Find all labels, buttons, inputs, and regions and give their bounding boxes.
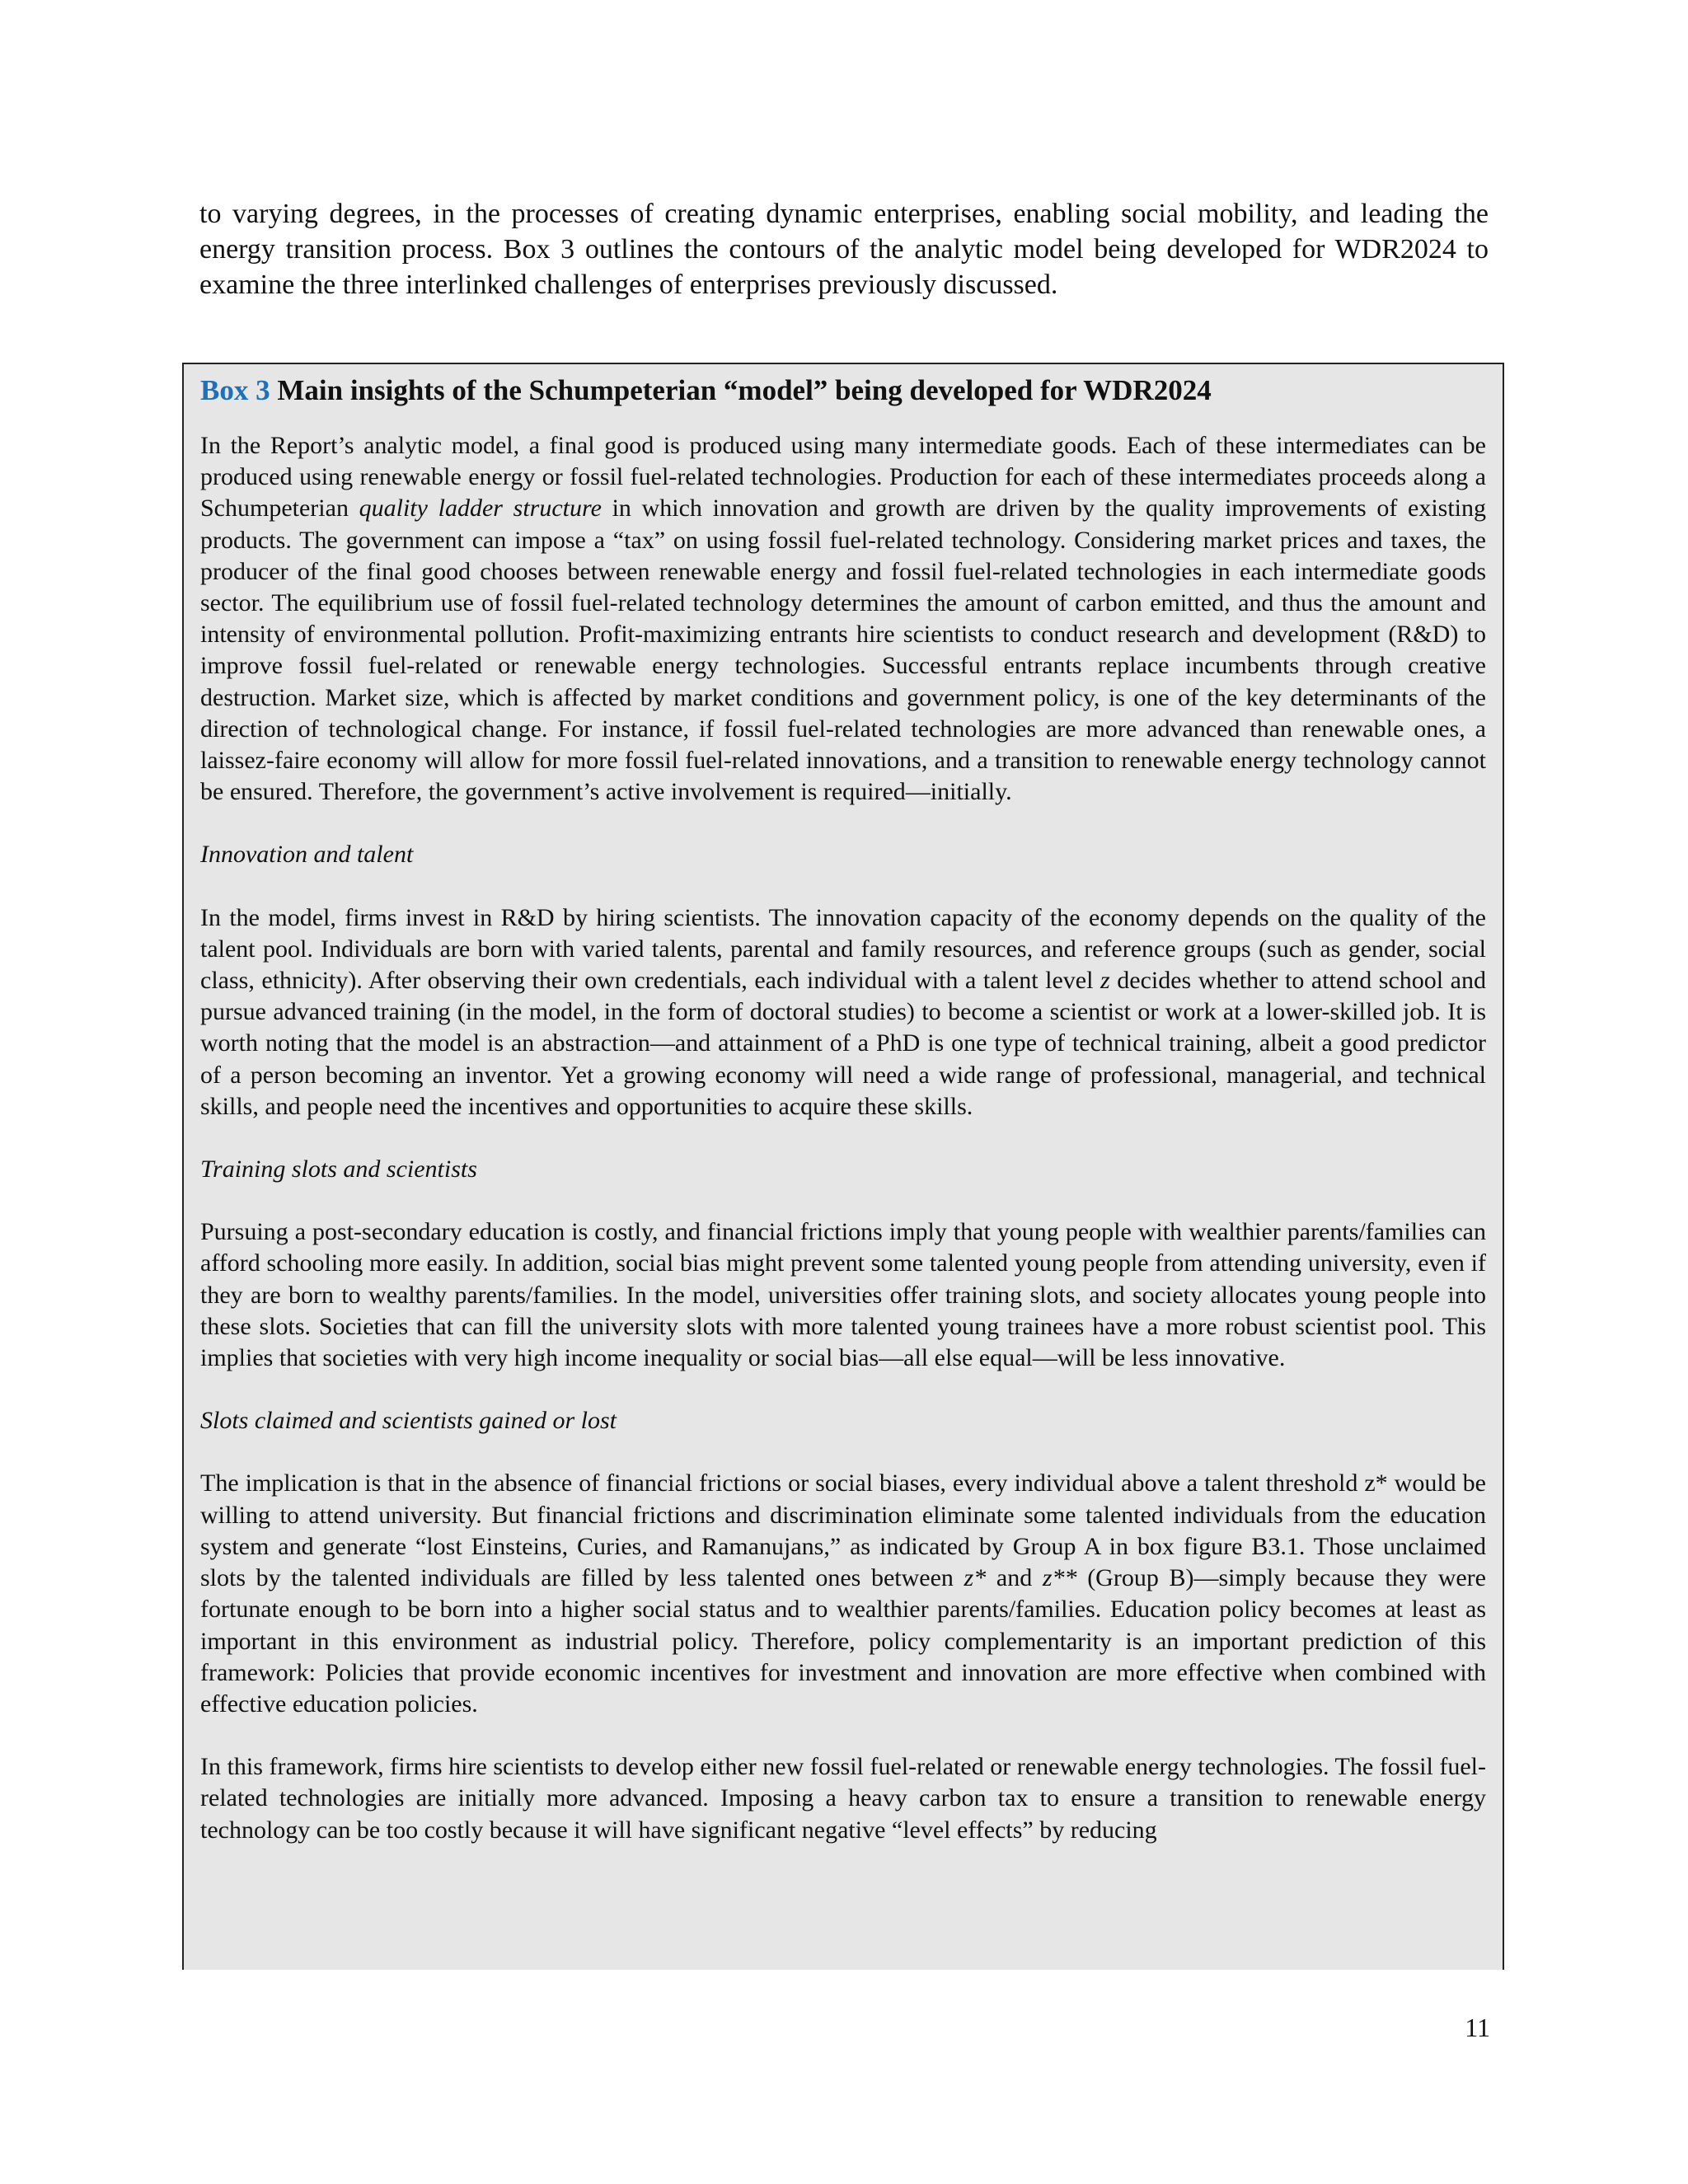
box-paragraph-2-emphasis: z <box>1100 967 1110 995</box>
box-paragraph-4-middle: and <box>986 1564 1043 1592</box>
box-paragraph-2 <box>200 902 1486 1122</box>
box-paragraph-4-emphasis-2: z** <box>1042 1564 1077 1592</box>
box-subheading-training: Training slots and scientists <box>200 1155 477 1183</box>
page-number: 11 <box>1465 2013 1490 2042</box>
box-paragraph-5: In this framework, firms hire scientists to develop either new fossil fuel-related or renewable energy technologies. The fossil fuel-related technologies are initially more advanced. Imposing a heavy carbon tax to ensure a transition to renewable energy technology can be too costly because it will have significant negative “level effects” by reducing <box>200 1753 1486 1844</box>
box-paragraph-2-part-b: decides whether to attend school and pursue advanced training (in the model, in the form of doctoral studies) to become a scientist or work at a lower-skilled job. It is worth noting that the model is an abstraction—and attainment of a PhD is one type of technical training, albeit a good predictor of a person becoming an inventor. Yet a growing economy will need a wide range of professional, managerial, and technical skills, and people need the incentives and opportunities to acquire these skills. <box>200 967 1486 1120</box>
box-subheading-innovation: Innovation and talent <box>200 841 414 869</box>
intro-paragraph: to varying degrees, in the processes of creating dynamic enterprises, enabling social mobility, and leading the energy transition process. Box 3 outlines the contours of the analytic model being developed for WDR2024 to examine the three interlinked challenges of enterprises previously discussed. <box>199 199 1489 300</box>
box-paragraph-4-emphasis-1: z* <box>964 1564 987 1592</box>
box-paragraph-1-part-a: In the Report’s analytic model, a final good is produced using many intermediate goods. Each of these intermediates can be produced using renewable energy or fossil fuel-related technologies. Production for each of these intermediates proceeds along a Schumpeterian <box>200 432 1486 523</box>
box-paragraph-1-emphasis: quality ladder structure <box>359 494 602 523</box>
box-title <box>200 368 1486 414</box>
box-paragraph-4-part-b: (Group B)—simply because they were fortunate enough to be born into a higher social status and to wealthier parents/families. Education policy becomes at least as important in this environment as industrial policy. Therefore, policy complementarity is an important prediction of this framework: Policies that provide economic incentives for investment and innovation are more effective when combined with effective education policies. <box>200 1564 1486 1718</box>
box-title-text: Main insights of the Schumpeterian “model” being developed for WDR2024 <box>277 374 1212 406</box>
box-paragraph-4-part-a: The implication is that in the absence of financial frictions or social biases, every individual above a talent threshold z* would be willing to attend university. But financial frictions and discrimination eliminate some talented individuals from the education system and generate “lost Einsteins, Curies, and Ramanujans,” as indicated by Group A in box figure B3.1. Those unclaimed slots by the talented individuals are filled by less talented ones between <box>200 1469 1486 1592</box>
box-label: Box 3 <box>200 374 270 406</box>
box-paragraph-3: Pursuing a post-secondary education is costly, and financial frictions imply that young people with wealthier parents/families can afford schooling more easily. In addition, social bias might prevent some talented young people from attending university, even if they are born to wealthy parents/families. In the model, universities offer training slots, and society allocates young people into these slots. Societies that can fill the university slots with more talented young trainees have a more robust scientist pool. This implies that societies with very high income inequality or social bias—all else equal—will be less innovative. <box>200 1218 1486 1372</box>
box-subheading-slots: Slots claimed and scientists gained or lost <box>200 1407 617 1435</box>
box-paragraph-1-part-b: in which innovation and growth are driven by the quality improvements of existing products. The government can impose a “tax” on using fossil fuel-related technology. Considering market prices and taxes, the producer of the final good chooses between renewable energy and fossil fuel-related technologies in each intermediate goods sector. The equilibrium use of fossil fuel-related technology determines the amount of carbon emitted, and thus the amount and intensity of environmental pollution. Profit-maximizing entrants hire scientists to conduct research and development (R&D) to improve fossil fuel-related or renewable energy technologies. Successful entrants replace incumbents through creative destruction. Market size, which is affected by market conditions and government policy, is one of the key determinants of the direction of technological change. For instance, if fossil fuel-related technologies are more advanced than renewable ones, a laissez-faire economy will allow for more fossil fuel-related innovations, and a transition to renewable energy technology cannot be ensured. Therefore, the government’s active involvement is required—initially. <box>200 494 1486 806</box>
box-paragraph-4 <box>200 1468 1486 1720</box>
box-paragraph-1 <box>200 430 1486 808</box>
box-3 <box>182 363 1504 1970</box>
box-paragraph-2-part-a: In the model, firms invest in R&D by hiring scientists. The innovation capacity of the economy depends on the quality of the talent pool. Individuals are born with varied talents, parental and family resources, and reference groups (such as gender, social class, ethnicity). After observing their own credentials, each individual with a talent level <box>200 903 1486 995</box>
